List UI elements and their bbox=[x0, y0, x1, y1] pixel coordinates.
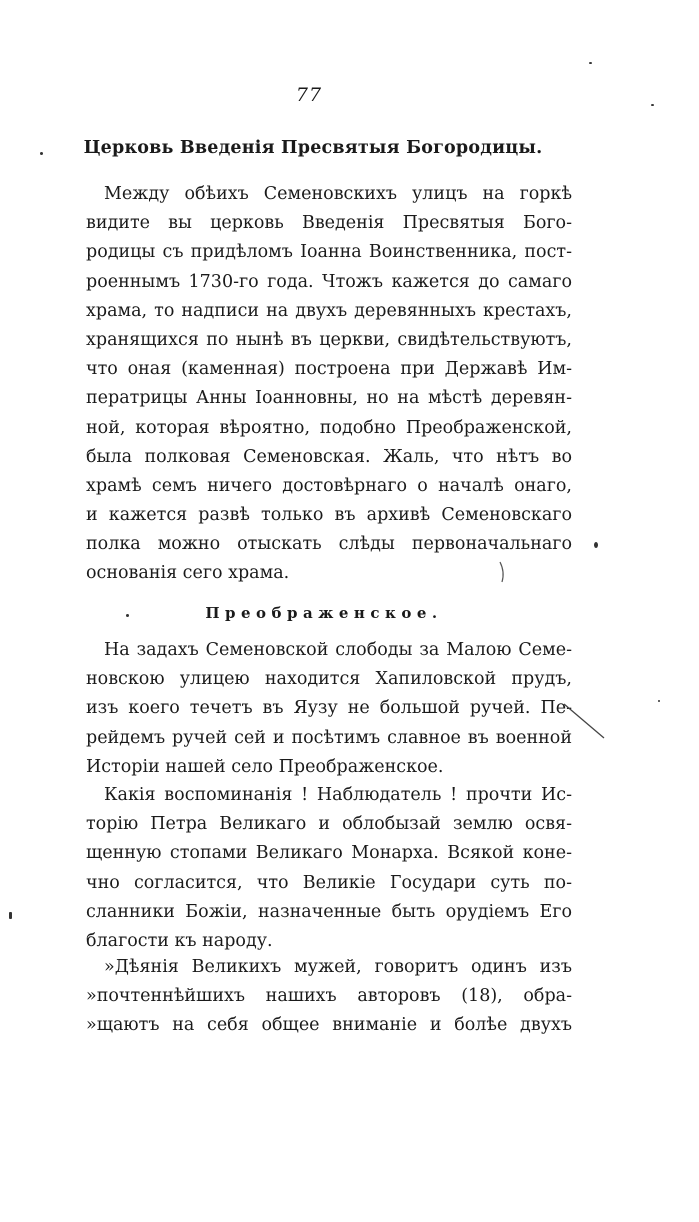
text-line: рейдемъ ручей сей и посѣтимъ славное въ военной bbox=[86, 727, 572, 748]
scan-speck bbox=[651, 104, 654, 106]
paragraph-pond bbox=[86, 636, 572, 782]
text-line: благости къ народу. bbox=[86, 930, 273, 951]
scan-stroke bbox=[560, 690, 610, 750]
paragraph-memories bbox=[86, 781, 572, 956]
scan-stroke bbox=[496, 560, 510, 586]
text-line: и кажется развѣ только въ архивѣ Семеновскаго bbox=[86, 505, 572, 526]
text-line: видите вы церковь Введенія Пресвятыя Бого- bbox=[86, 213, 572, 234]
text-line: храма, то надписи на двухъ деревянныхъ крестахъ, bbox=[86, 300, 572, 321]
text-line: храмѣ семъ ничего достовѣрнаго о началѣ онаго, bbox=[86, 475, 572, 496]
text-line: сланники Божіи, назначенные быть орудіемъ Его bbox=[86, 901, 572, 922]
text-line: полка можно отыскать слѣды первоначальнаго bbox=[86, 534, 572, 555]
text-line: На задахъ Семеновской слободы за Малою Семе- bbox=[104, 640, 572, 660]
scan-speck bbox=[40, 152, 43, 155]
text-line: Какія воспоминанія ! Наблюдатель ! прочти Ис- bbox=[104, 785, 572, 805]
text-line: роеннымъ 1730-го года. Чтожъ кажется до самаго bbox=[86, 271, 572, 292]
text-line: »щаютъ на себя общее вниманіе и болѣе двухъ bbox=[86, 1015, 572, 1036]
text-line: что оная (каменная) построена при Державѣ Им- bbox=[86, 359, 572, 380]
section-heading-preobrazhenskoe: Преображенское. bbox=[205, 604, 443, 622]
paragraph-church bbox=[86, 180, 572, 589]
text-line: ператрицы Анны Іоанновны, но на мѣстѣ деревян- bbox=[86, 388, 572, 409]
text-line: щенную стопами Великаго Монарха. Всякой коне- bbox=[86, 843, 572, 864]
text-line: была полковая Семеновская. Жаль, что нѣтъ во bbox=[86, 446, 572, 467]
section-heading-church: Церковь Введенія Пресвятыя Богородицы. bbox=[83, 138, 543, 158]
text-line: Между обѣихъ Семеновскихъ улицъ на горкѣ bbox=[104, 184, 572, 204]
text-line: родицы съ придѣломъ Іоанна Воинственника, пост- bbox=[86, 242, 572, 263]
page-number: 77 bbox=[295, 84, 323, 106]
scan-speck bbox=[9, 912, 12, 919]
text-line: ной, которая вѣроятно, подобно Преображенской, bbox=[86, 417, 572, 438]
text-line: хранящихся по нынѣ въ церкви, свидѣтельствуютъ, bbox=[86, 329, 572, 350]
scan-speck bbox=[658, 700, 660, 702]
scan-speck bbox=[126, 614, 129, 617]
text-line: »Дѣянія Великихъ мужей, говоритъ одинъ изъ bbox=[104, 957, 572, 977]
text-line: чно согласится, что Великіе Государи суть по- bbox=[86, 872, 572, 893]
text-line: новскою улицею находится Хапиловской прудъ, bbox=[86, 669, 572, 690]
text-line: Исторіи нашей село Преображенское. bbox=[86, 756, 444, 777]
text-line: изъ коего течетъ въ Яузу не большой ручей. Пе- bbox=[86, 698, 572, 719]
text-line: основанія сего храма. bbox=[86, 563, 290, 584]
paragraph-quote bbox=[86, 953, 572, 1041]
scan-speck bbox=[594, 542, 598, 548]
text-line: »почтеннѣйшихъ нашихъ авторовъ (18), обра- bbox=[86, 986, 572, 1007]
scan-speck bbox=[589, 62, 592, 64]
text-line: торію Петра Великаго и облобызай землю освя- bbox=[86, 814, 572, 835]
